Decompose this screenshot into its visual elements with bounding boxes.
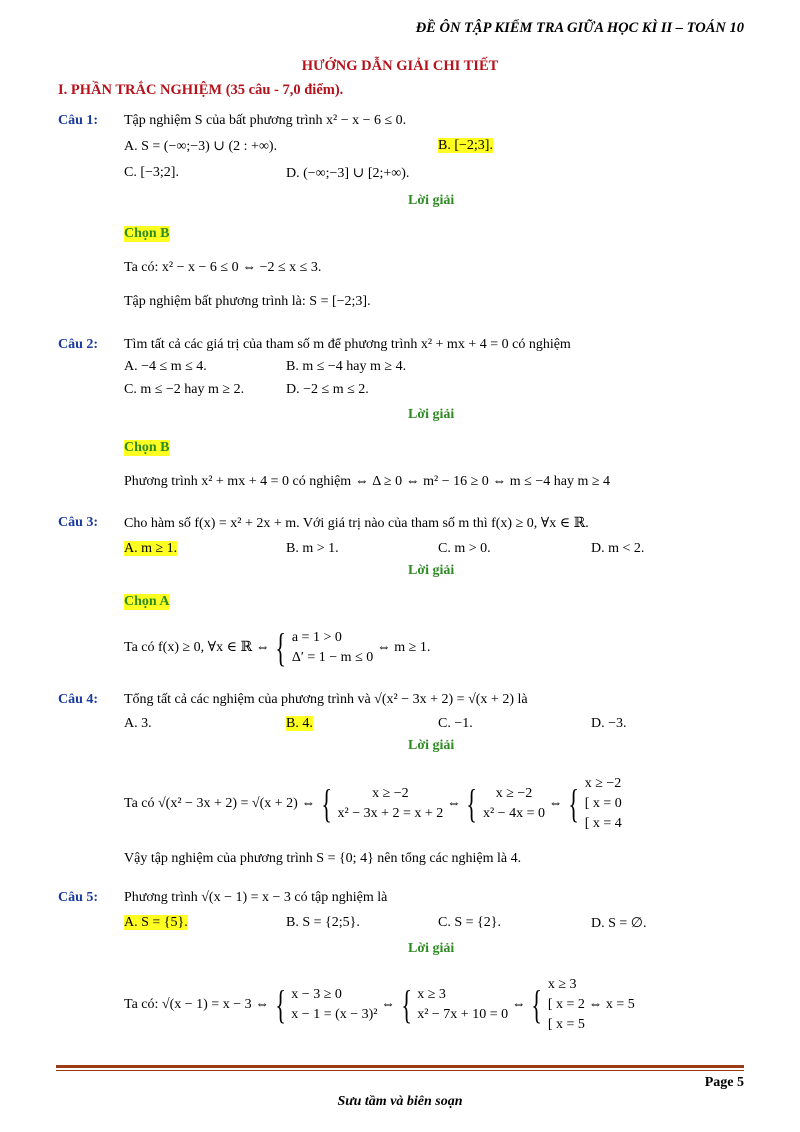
question-label: Câu 3: [58,515,99,530]
brace-icon: { [321,781,332,826]
solution-system: Ta có √(x² − 3x + 2) = √(x + 2) ⇔ { x ≥ −2 x² − 3x + 2 = x + 2 ⇔ { x ≥ −2 x² − 4x = 0 ⇔ { x ≥ −2 [ x = 0 [ x = 4 [124,774,622,834]
brace-icon: { [274,982,286,1027]
system-lines: x ≥ −2 [ x = 0 [ x = 4 [584,776,622,831]
question-stem: Phương trình √(x − 1) = x − 3 có tập nghiệm là [124,890,388,905]
option-c: C. S = {2}. [438,915,501,930]
option-d: D. m < 2. [591,541,645,556]
brace-icon: { [275,625,287,670]
option-c: C. −1. [438,716,473,731]
solution-label: Lời giải [408,193,455,208]
option-d: D. −3. [591,716,627,731]
option-b: B. m > 1. [286,541,339,556]
solution-label: Lời giải [408,407,455,422]
option-b: B. S = {2;5}. [286,915,360,930]
solution-line: Ta có: x² − x − 6 ≤ 0 ⇔ −2 ≤ x ≤ 3. [124,260,322,275]
solution-line: Vậy tập nghiệm của phương trình S = {0; 4} nên tổng các nghiệm là 4. [124,851,522,866]
question-label: Câu 5: [58,890,99,905]
option-a: A. S = {5}. [124,915,188,930]
brace-icon: { [531,982,542,1027]
header-title: ĐỀ ÔN TẬP KIỂM TRA GIỮA HỌC KÌ II – TOÁN 10 [415,20,744,36]
system-lines: x − 3 ≥ 0 x − 1 = (x − 3)² [291,987,378,1022]
solution-line: Phương trình x² + mx + 4 = 0 có nghiệm ⇔ Δ ≥ 0 ⇔ m² − 16 ≥ 0 ⇔ m ≤ −4 hay m ≥ 4 [124,474,611,489]
option-a: A. S = (−∞;−3) ∪ (2 : +∞). [124,139,278,154]
option-b: B. m ≤ −4 hay m ≥ 4. [286,359,407,374]
option-a: A. m ≥ 1. [124,541,178,556]
solution-line: Tập nghiệm bất phương trình là: S = [−2;3]. [124,294,371,309]
question-label: Câu 4: [58,692,99,707]
solution-system: Ta có f(x) ≥ 0, ∀x ∈ ℝ ⇔ { a = 1 > 0 Δ′ = 1 − m ≤ 0 ⇔ m ≥ 1. [124,625,431,670]
question-label: Câu 2: [58,337,99,352]
option-c: C. m > 0. [438,541,491,556]
solution-label: Lời giải [408,738,455,753]
brace-icon: { [466,781,478,826]
system-lines: x ≥ 3 [ x = 2 ⇔ x = 5 [ x = 5 [547,977,635,1032]
system-lines: x ≥ −2 x² − 3x + 2 = x + 2 [337,786,444,821]
option-d: D. −2 ≤ m ≤ 2. [286,382,369,397]
section-title: I. PHẦN TRẮC NGHIỆM (35 câu - 7,0 điểm). [58,82,344,98]
question-stem: Cho hàm số f(x) = x² + 2x + m. Với giá trị nào của tham số m thì f(x) ≥ 0, ∀x ∈ ℝ. [124,516,589,531]
question-stem: Tổng tất cả các nghiệm của phương trình và √(x² − 3x + 2) = √(x + 2) là [124,692,528,707]
footer-rule [56,1065,744,1068]
choice-badge: Chọn A [124,594,170,609]
option-d: D. S = ∅. [591,916,647,931]
system-lines: x ≥ 3 x² − 7x + 10 = 0 [417,987,509,1022]
brace-icon: { [400,982,412,1027]
option-c: C. m ≤ −2 hay m ≥ 2. [124,382,245,397]
option-c: C. [−3;2]. [124,165,179,180]
option-b: B. 4. [286,716,313,731]
footer-rule-thin [56,1070,744,1071]
solution-label: Lời giải [408,941,455,956]
question-label: Câu 1: [58,113,99,128]
question-stem: Tập nghiệm S của bất phương trình x² − x − 6 ≤ 0. [124,113,407,128]
option-d: D. (−∞;−3] ∪ [2;+∞). [286,166,410,181]
option-b [438,138,493,154]
system-lines: a = 1 > 0 Δ′ = 1 − m ≤ 0 [291,630,374,665]
page-number: Page 5 [704,1075,744,1090]
solution-label: Lời giải [408,563,455,578]
option-b-highlight: B. [−2;3]. [438,138,493,153]
choice-badge: Chọn B [124,226,170,241]
question-stem: Tìm tất cả các giá trị của tham số m để phương trình x² + mx + 4 = 0 có nghiệm [124,337,571,352]
system-lines: x ≥ −2 x² − 4x = 0 [482,786,545,821]
option-a: A. 3. [124,716,152,731]
option-a: A. −4 ≤ m ≤ 4. [124,359,207,374]
solution-system: Ta có: √(x − 1) = x − 3 ⇔ { x − 3 ≥ 0 x − 1 = (x − 3)² ⇔ { x ≥ 3 x² − 7x + 10 = 0 ⇔ { x ≥ 3 [ x = 2 ⇔ x = 5 [ x = 5 [124,975,635,1035]
brace-icon: { [568,781,579,826]
footer-note: Sưu tầm và biên soạn [337,1094,463,1109]
main-title: HƯỚNG DẪN GIẢI CHI TIẾT [301,58,499,74]
choice-badge: Chọn B [124,440,170,455]
